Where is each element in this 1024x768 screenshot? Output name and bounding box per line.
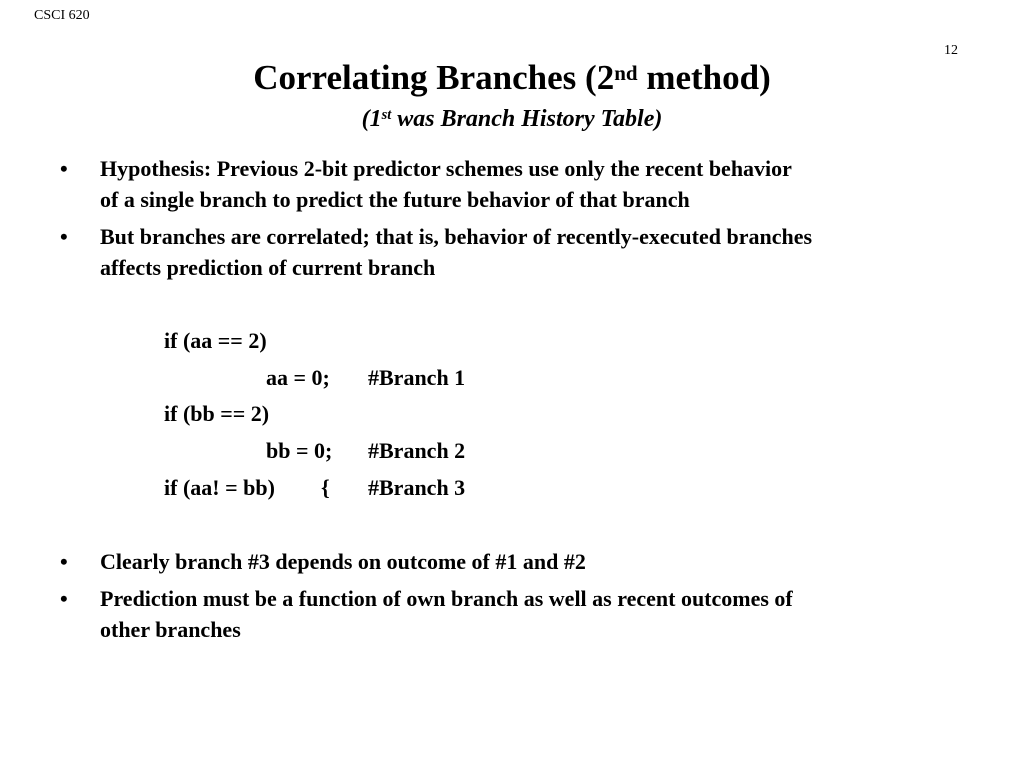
code-line-5-comment: #Branch 3 bbox=[368, 475, 466, 500]
code-line-5-brace: { bbox=[321, 475, 330, 500]
code-line-3: if (bb == 2) bbox=[164, 401, 270, 426]
bullet-correlated bbox=[60, 221, 950, 283]
bullet-dot: • bbox=[60, 549, 68, 574]
bullet-prediction bbox=[60, 583, 950, 645]
bullet-line: But branches are correlated; that is, behavior of recently-executed branches bbox=[100, 224, 813, 249]
code-line-4-comment: #Branch 2 bbox=[368, 438, 466, 463]
page-number: 12 bbox=[944, 43, 958, 58]
title-text-end: method) bbox=[637, 58, 771, 97]
subtitle-superscript: st bbox=[381, 107, 392, 124]
bullet-line: Hypothesis: Previous 2-bit predictor schemes use only the recent behavior bbox=[100, 156, 792, 181]
bullet-line: affects prediction of current branch bbox=[100, 255, 436, 280]
title-text-start: Correlating Branches (2 bbox=[253, 58, 615, 97]
bullet-dot: • bbox=[60, 586, 68, 611]
slide-title bbox=[0, 56, 1024, 100]
code-line-1: if (aa == 2) bbox=[164, 328, 267, 353]
subtitle-text-start: (1 bbox=[361, 106, 382, 132]
bullet-line: other branches bbox=[100, 617, 241, 642]
subtitle-text-end: was Branch History Table) bbox=[391, 106, 663, 132]
code-line-5-stmt: if (aa! = bb) bbox=[164, 475, 275, 500]
code-line-2-stmt: aa = 0; bbox=[266, 365, 330, 390]
bullet-hypothesis bbox=[60, 153, 950, 215]
bullet-depends bbox=[60, 546, 950, 577]
code-line-2-comment: #Branch 1 bbox=[368, 365, 466, 390]
course-label: CSCI 620 bbox=[34, 8, 90, 23]
bullet-dot: • bbox=[60, 224, 68, 249]
bullet-line: Prediction must be a function of own branch as well as recent outcomes of bbox=[100, 586, 793, 611]
slide-subtitle bbox=[0, 104, 1024, 134]
bullet-line: Clearly branch #3 depends on outcome of #1 and #2 bbox=[100, 549, 586, 574]
bullet-line: of a single branch to predict the future behavior of that branch bbox=[100, 187, 690, 212]
bullet-dot: • bbox=[60, 156, 68, 181]
title-superscript: nd bbox=[614, 60, 638, 85]
code-line-4-stmt: bb = 0; bbox=[266, 438, 333, 463]
